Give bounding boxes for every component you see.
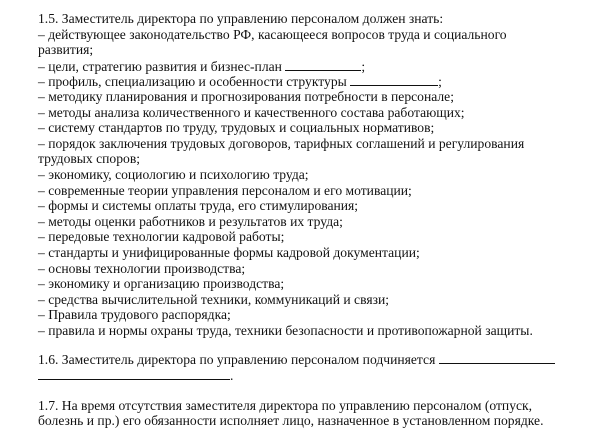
fill-in-blank <box>38 367 230 380</box>
list-item: – методы анализа количественного и качественного состава работающих; <box>38 104 465 120</box>
section-1-6-line <box>38 351 594 367</box>
list-item: – методы оценки работников и результатов их труда; <box>38 213 343 229</box>
list-item-text: – цели, стратегию развития и бизнес-план <box>38 58 282 74</box>
section-1-6-text: 1.6. Заместитель директора по управлению персоналом подчиняется <box>38 352 436 368</box>
section-1-7-line-1: 1.7. На время отсутствия заместителя директора по управлению персоналом (отпуск, <box>38 397 533 413</box>
list-item: – основы технологии производства; <box>38 260 246 276</box>
list-item: – передовые технологии кадровой работы; <box>38 229 285 245</box>
list-item: – действующее законодательство РФ, касающееся вопросов труда и социального <box>38 26 507 42</box>
fill-in-blank <box>350 73 438 86</box>
list-item: – экономику и организацию производства; <box>38 276 285 292</box>
list-item: – стандарты и унифицированные формы кадровой документации; <box>38 244 420 260</box>
list-item: – формы и системы оплаты труда, его стимулирования; <box>38 198 359 214</box>
list-item: – методику планирования и прогнозирования потребности в персонале; <box>38 88 454 104</box>
document-body <box>38 11 594 429</box>
list-item: – экономику, социологию и психологию труда; <box>38 166 309 182</box>
list-item: – порядок заключения трудовых договоров, тарифных соглашений и регулирования <box>38 135 525 151</box>
section-1-7-line-2: болезнь и пр.) его обязанности исполняет лицо, назначенное в установленном порядке. <box>38 413 544 429</box>
section-1-5-heading: 1.5. Заместитель директора по управлению персоналом должен знать: <box>38 11 444 26</box>
section-1-6-line-2 <box>38 367 594 383</box>
list-item-with-blank <box>38 58 594 74</box>
list-item: трудовых споров; <box>38 151 141 167</box>
list-item-end: ; <box>361 58 366 74</box>
list-item: – Правила трудового распорядка; <box>38 307 231 323</box>
list-item: – современные теории управления персоналом и его мотивации; <box>38 182 412 198</box>
list-item: – средства вычислительной техники, коммуникаций и связи; <box>38 291 389 307</box>
list-item-text: – профиль, специализацию и особенности структуры <box>38 74 347 90</box>
list-item-end: ; <box>438 74 442 90</box>
fill-in-blank <box>285 58 361 71</box>
fill-in-blank <box>439 351 555 364</box>
list-item: – систему стандартов по труду, трудовых и социальных нормативов; <box>38 120 435 136</box>
section-1-6-end: . <box>230 368 234 384</box>
paragraph-spacer <box>38 383 594 398</box>
list-item: – правила и нормы охраны труда, техники безопасности и противопожарной защиты. <box>38 322 533 338</box>
paragraph-spacer <box>38 338 594 351</box>
list-item-with-blank <box>38 73 594 89</box>
list-item: развития; <box>38 42 94 58</box>
